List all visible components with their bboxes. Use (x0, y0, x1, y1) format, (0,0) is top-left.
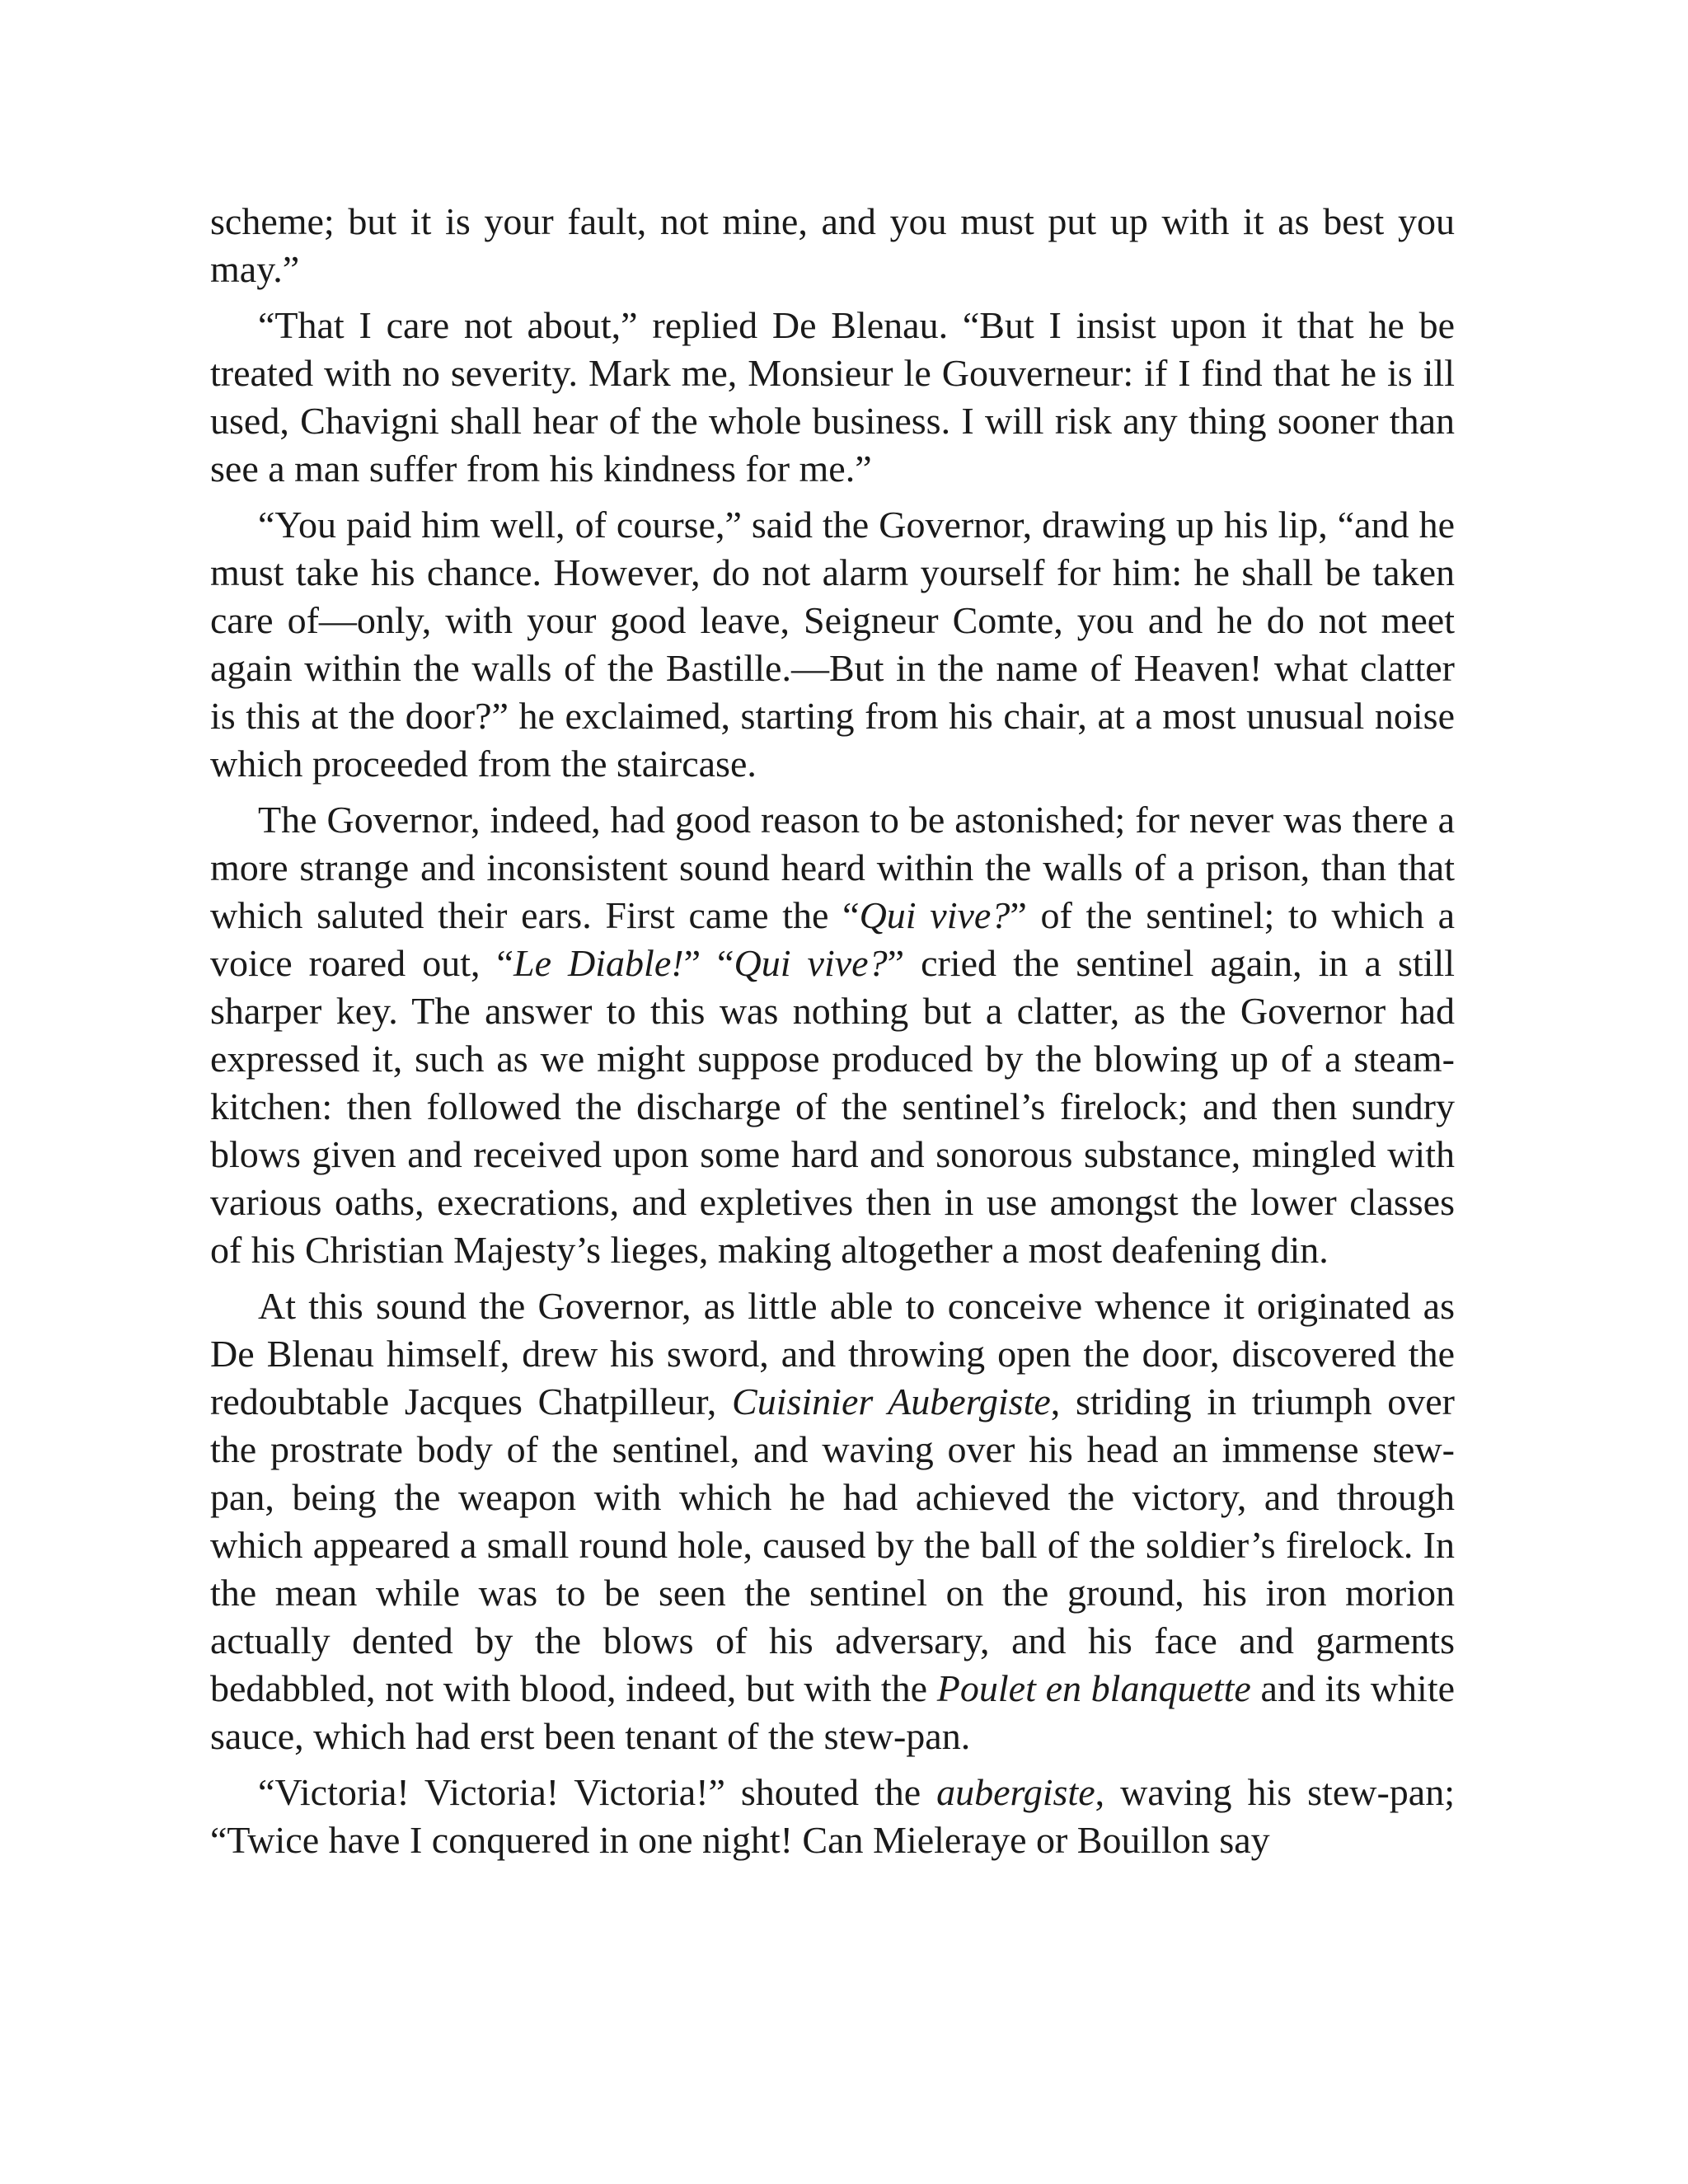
italic-phrase: Qui vive? (859, 894, 1010, 936)
paragraph (210, 501, 1455, 788)
text-segment: The Governor, indeed, had good reason to be astonished; for never was there a more strange and inconsistent sound heard within the walls of a prison, than that which saluted their ears. First came the “ (210, 799, 1455, 936)
text-segment: , waving his stew-pan; “Twice have I conquered in one night! Can Mieleraye or Bouillon say (210, 1771, 1455, 1861)
paragraph (210, 1282, 1455, 1760)
page-body (210, 198, 1455, 1872)
text-segment: At this sound the Governor, as little able to conceive whence it originated as De Blenau himself, drew his sword, and throwing open the door, discovered the redoubtable Jacques Chatpilleur, (210, 1285, 1455, 1422)
paragraph (210, 796, 1455, 1274)
paragraph (210, 1769, 1455, 1864)
text-segment: “That I care not about,” replied De Blenau. “But I insist upon it that he be treated with no severity. Mark me, Monsieur le Gouverneur: if I find that he is ill used, Chavigni shall hear of the whole business. I will risk any thing sooner than see a man suffer from his kindness for me.” (210, 304, 1455, 490)
italic-phrase: Qui vive? (734, 942, 888, 984)
text-segment: “Victoria! Victoria! Victoria!” shouted the (258, 1771, 937, 1813)
paragraph (210, 302, 1455, 493)
italic-phrase: Poulet en blanquette (936, 1667, 1251, 1709)
text-segment: , striding in triumph over the prostrate body of the sentinel, and waving over his head an immense stew-pan, being the weapon with which he had achieved the victory, and through which appeared a small round hole, caused by the ball of the soldier’s firelock. In the mean while was to be seen the sentinel on the ground, his iron morion actually dented by the blows of his adversary, and his face and garments bedabbled, not with blood, indeed, but with the (210, 1380, 1455, 1709)
text-segment: ” of the sentinel; to which a voice roared out, “ (210, 894, 1456, 984)
italic-phrase: aubergiste (936, 1771, 1095, 1813)
text-segment: “You paid him well, of course,” said the Governor, drawing up his lip, “and he must take his chance. However, do not alarm yourself for him: he shall be taken care of—only, with your good leave, Seigneur Comte, you and he do not meet again within the walls of the Bastille.—But in the name of Heaven! what clatter is this at the door?” he exclaimed, starting from his chair, at a most unusual noise which proceeded from the staircase. (210, 504, 1455, 785)
italic-phrase: Cuisinier Aubergiste (732, 1380, 1051, 1422)
italic-phrase: Le Diable! (513, 942, 684, 984)
paragraph (210, 198, 1455, 293)
text-segment: and its white sauce, which had erst been tenant of the stew-pan. (210, 1667, 1456, 1757)
text-segment: scheme; but it is your fault, not mine, and you must put up with it as best you may.” (210, 200, 1455, 290)
text-segment: ” “ (683, 942, 734, 984)
text-segment: ” cried the sentinel again, in a still sharper key. The answer to this was nothing but a clatter, as the Governor had expressed it, such as we might suppose produced by the blowing up of a steam-kitchen: then followed the discharge of the sentinel’s firelock; and then sundry blows given and received upon some hard and sonorous substance, mingled with various oaths, execrations, and expletives then in use amongst the lower classes of his Christian Majesty’s lieges, making altogether a most deafening din. (210, 942, 1456, 1271)
